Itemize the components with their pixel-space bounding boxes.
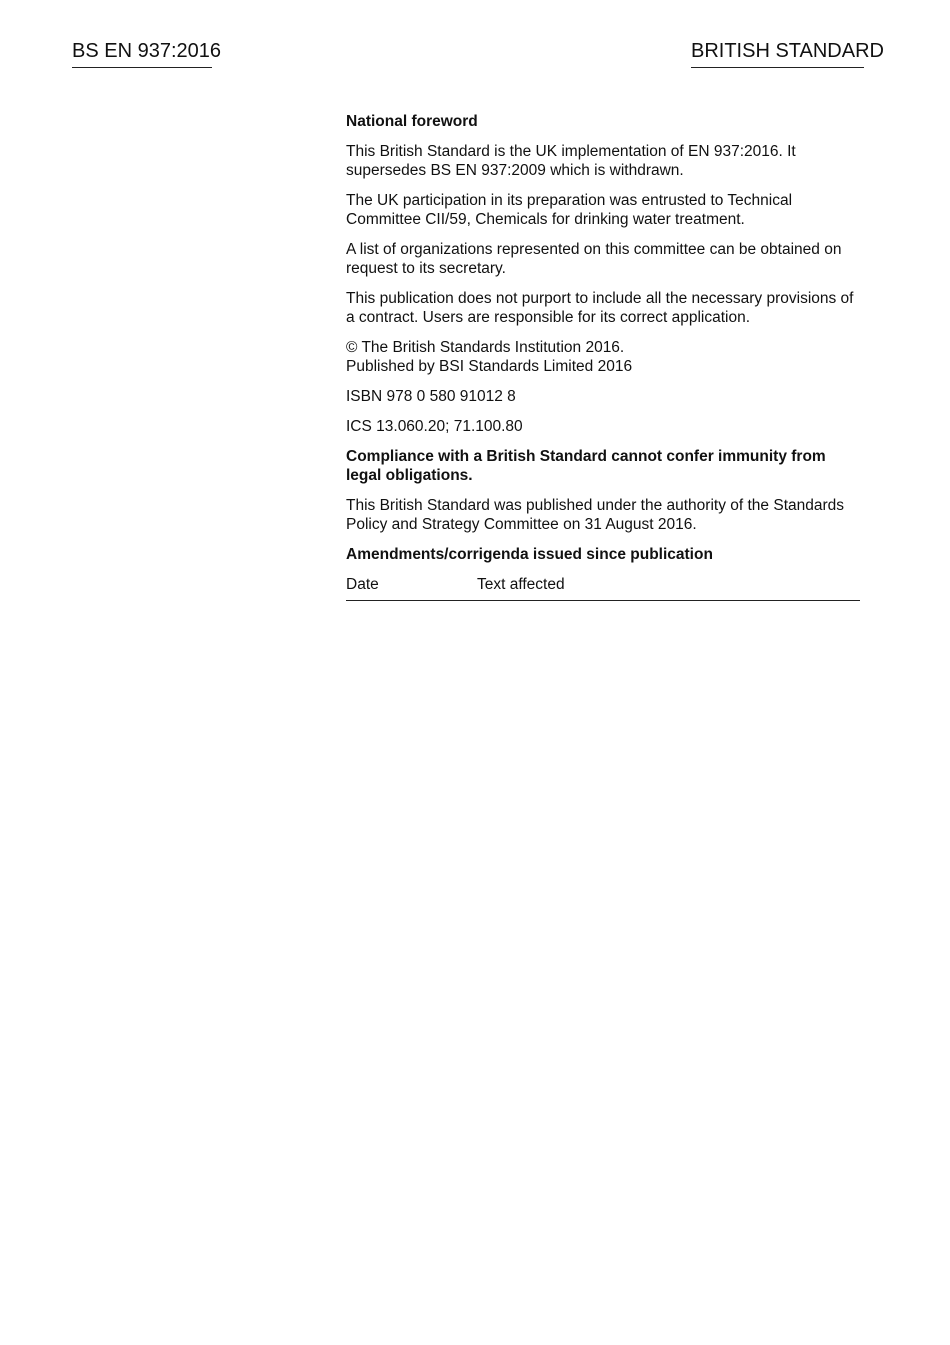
copyright-block <box>346 338 860 376</box>
implementation-paragraph: This British Standard is the UK implementation of EN 937:2016. It supersedes BS EN 937:2009 which is withdrawn. <box>346 143 796 179</box>
isbn-line: ISBN 978 0 580 91012 8 <box>346 388 516 405</box>
amendments-title: Amendments/corrigenda issued since publication <box>346 546 713 563</box>
foreword-title: National foreword <box>346 113 478 130</box>
standard-type-header: BRITISH STANDARD <box>691 38 864 68</box>
text-affected-column-header: Text affected <box>477 575 860 601</box>
date-column-header: Date <box>346 575 477 601</box>
committee-paragraph: The UK participation in its preparation was entrusted to Technical Committee CII/59, Chemicals for drinking water treatment. <box>346 192 793 228</box>
amendments-table <box>346 575 860 601</box>
publisher-line: Published by BSI Standards Limited 2016 <box>346 358 633 375</box>
organizations-paragraph: A list of organizations represented on this committee can be obtained on request to its secretary. <box>346 241 842 277</box>
national-foreword-section <box>346 112 860 601</box>
ics-line: ICS 13.060.20; 71.100.80 <box>346 418 523 435</box>
amendments-header-row <box>346 575 860 601</box>
compliance-statement: Compliance with a British Standard cannot confer immunity from legal obligations. <box>346 448 826 484</box>
authority-paragraph: This British Standard was published under the authority of the Standards Policy and Strategy Committee on 31 August 2016. <box>346 497 845 533</box>
contract-disclaimer-paragraph: This publication does not purport to include all the necessary provisions of a contract. Users are responsible for its correct application. <box>346 290 854 326</box>
copyright-line: © The British Standards Institution 2016. <box>346 339 625 356</box>
document-code-header: BS EN 937:2016 <box>72 38 212 68</box>
